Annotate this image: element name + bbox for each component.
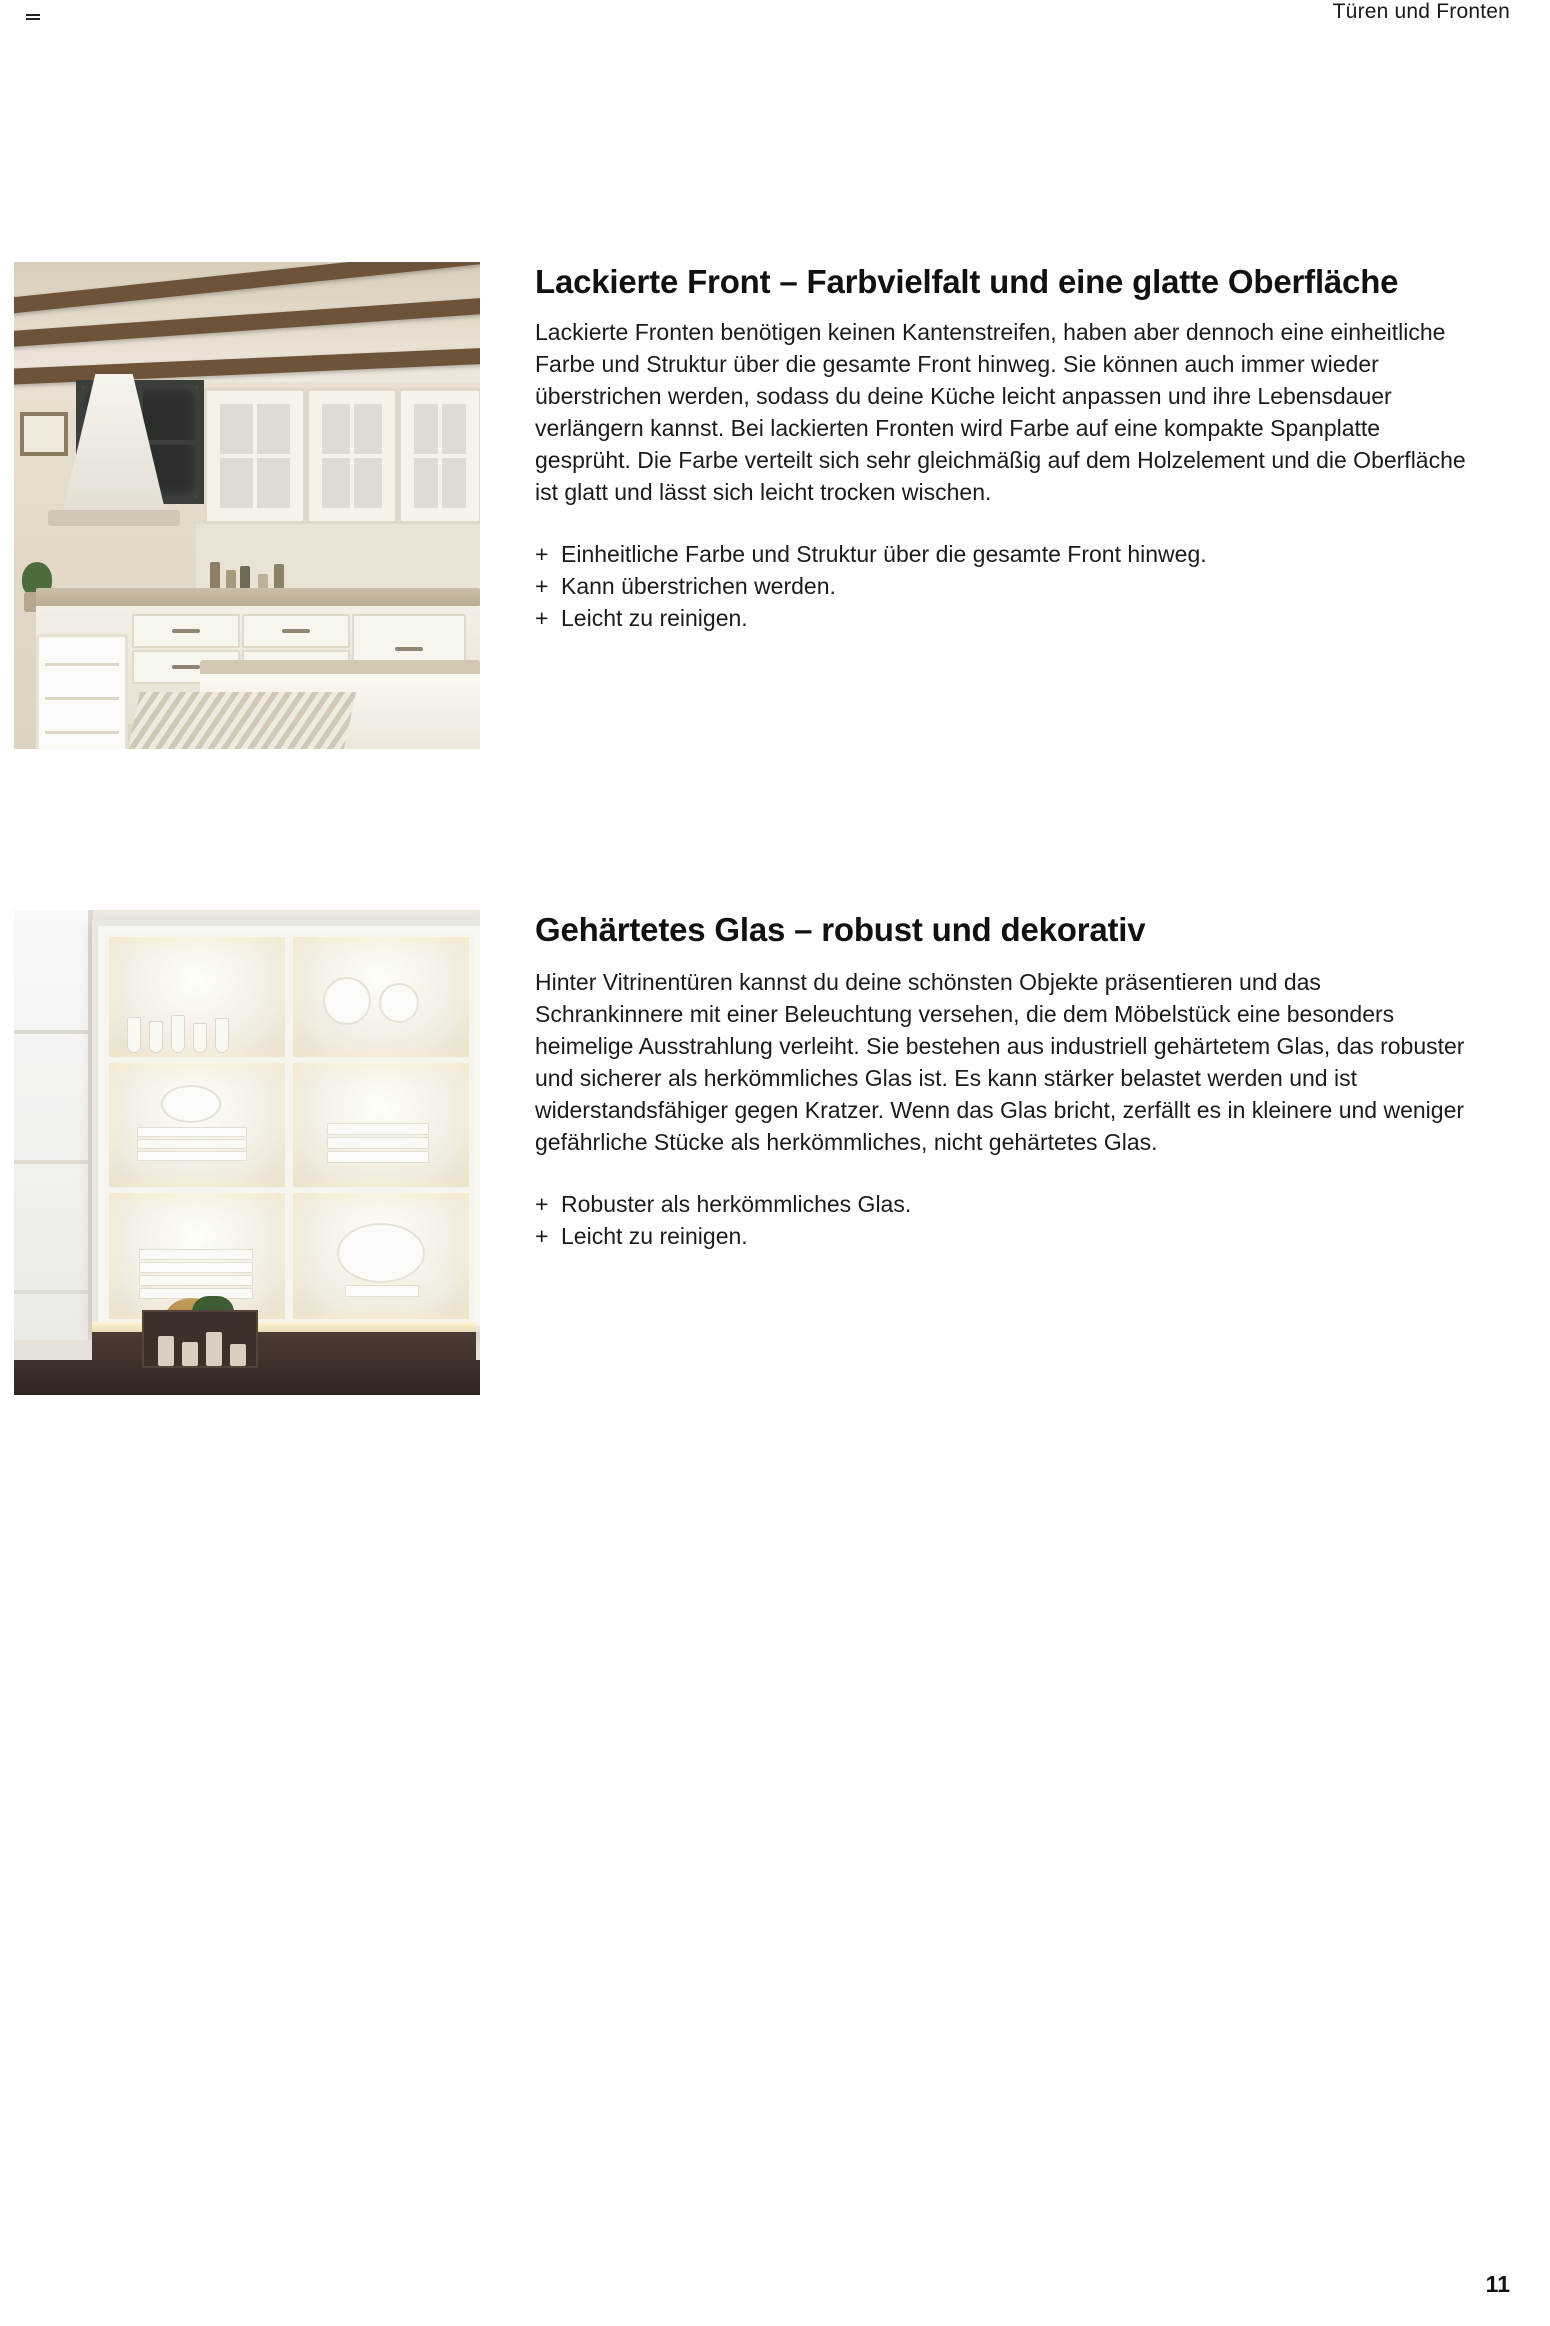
list-item bbox=[535, 1188, 1535, 1220]
section-2-image bbox=[14, 910, 480, 1395]
list-item-label: Kann überstrichen werden. bbox=[561, 572, 836, 599]
section-1-benefits-list bbox=[535, 538, 1535, 634]
kitchen-trolley bbox=[36, 634, 128, 749]
running-header-title: Türen und Fronten bbox=[1332, 0, 1510, 23]
glass-cabinet-cell bbox=[288, 932, 474, 1062]
section-2-body: Hinter Vitrinentüren kannst du deine schönsten Objekte präsentieren und das Schrankinnere mit einer Beleuchtung versehen, die dem Möbelstück eine besonders heimelige Ausstrahlung verleiht. Sie bestehen aus industriell gehärtetem Glas, das robuster und sicherer als herkömmliches Glas ist. Es kann stärker belastet werden und ist widerstandsfähiger gegen Kratzer. Wenn das Glas bricht, zerfällt es in kleinere und weniger gefährliche Stücke als herkömmliches, nicht gehärtetes Glas. bbox=[535, 968, 1465, 1155]
section-1-title: Lackierte Front – Farbvielfalt und eine glatte Oberfläche bbox=[535, 263, 1399, 300]
plus-marker-icon: + bbox=[535, 540, 549, 567]
glass-wall-cabinet bbox=[204, 388, 306, 524]
countertop-bottles bbox=[210, 558, 302, 592]
illustration-glass-cabinets bbox=[14, 910, 480, 1395]
countertop-tray bbox=[142, 1310, 258, 1368]
illustration-rustic-kitchen bbox=[14, 262, 480, 749]
page-header bbox=[0, 0, 1550, 36]
glass-wall-cabinet bbox=[398, 388, 480, 524]
glass-cabinet-cell bbox=[288, 1058, 474, 1192]
plus-marker-icon: + bbox=[535, 1190, 549, 1217]
side-window bbox=[14, 910, 93, 1340]
wall-picture-frame bbox=[20, 412, 68, 456]
section-2-title: Gehärtetes Glas – robust und dekorativ bbox=[535, 911, 1146, 948]
list-item-label: Einheitliche Farbe und Struktur über die gesamte Front hinweg. bbox=[561, 540, 1207, 567]
floor-rug bbox=[128, 692, 356, 749]
glass-wall-cabinet bbox=[306, 388, 398, 524]
glass-cabinet-cell bbox=[104, 1058, 290, 1192]
equals-mark-icon bbox=[26, 14, 40, 23]
list-item bbox=[535, 602, 1535, 634]
page-number: 11 bbox=[1485, 2271, 1510, 2297]
plus-marker-icon: + bbox=[535, 572, 549, 599]
section-2-text bbox=[535, 910, 1535, 1252]
glass-cabinet-cell bbox=[104, 932, 290, 1062]
section-1-text bbox=[535, 262, 1535, 634]
plus-marker-icon: + bbox=[535, 1222, 549, 1249]
list-item-label: Robuster als herkömmliches Glas. bbox=[561, 1190, 912, 1217]
list-item-label: Leicht zu reinigen. bbox=[561, 604, 748, 631]
list-item bbox=[535, 538, 1535, 570]
list-item bbox=[535, 1220, 1535, 1252]
plus-marker-icon: + bbox=[535, 604, 549, 631]
section-1-image bbox=[14, 262, 480, 749]
glass-cabinet-cell bbox=[288, 1188, 474, 1324]
section-2-benefits-list bbox=[535, 1188, 1535, 1252]
glass-cabinet-block bbox=[92, 920, 480, 1332]
section-1-body: Lackierte Fronten benötigen keinen Kantenstreifen, haben aber dennoch eine einheitliche Farbe und Struktur über die gesamte Front hinweg. Sie können auch immer wieder überstrichen werden, sodass du deine Küche leicht anpassen und ihre Lebensdauer verlängern kannst. Bei lackierten Fronten wird Farbe auf eine kompakte Spanplatte gesprüht. Die Farbe verteilt sich sehr gleichmäßig auf dem Holzelement und die Oberfläche ist glatt und lässt sich leicht trocken wischen. bbox=[535, 318, 1466, 505]
list-item-label: Leicht zu reinigen. bbox=[561, 1222, 748, 1249]
list-item bbox=[535, 570, 1535, 602]
